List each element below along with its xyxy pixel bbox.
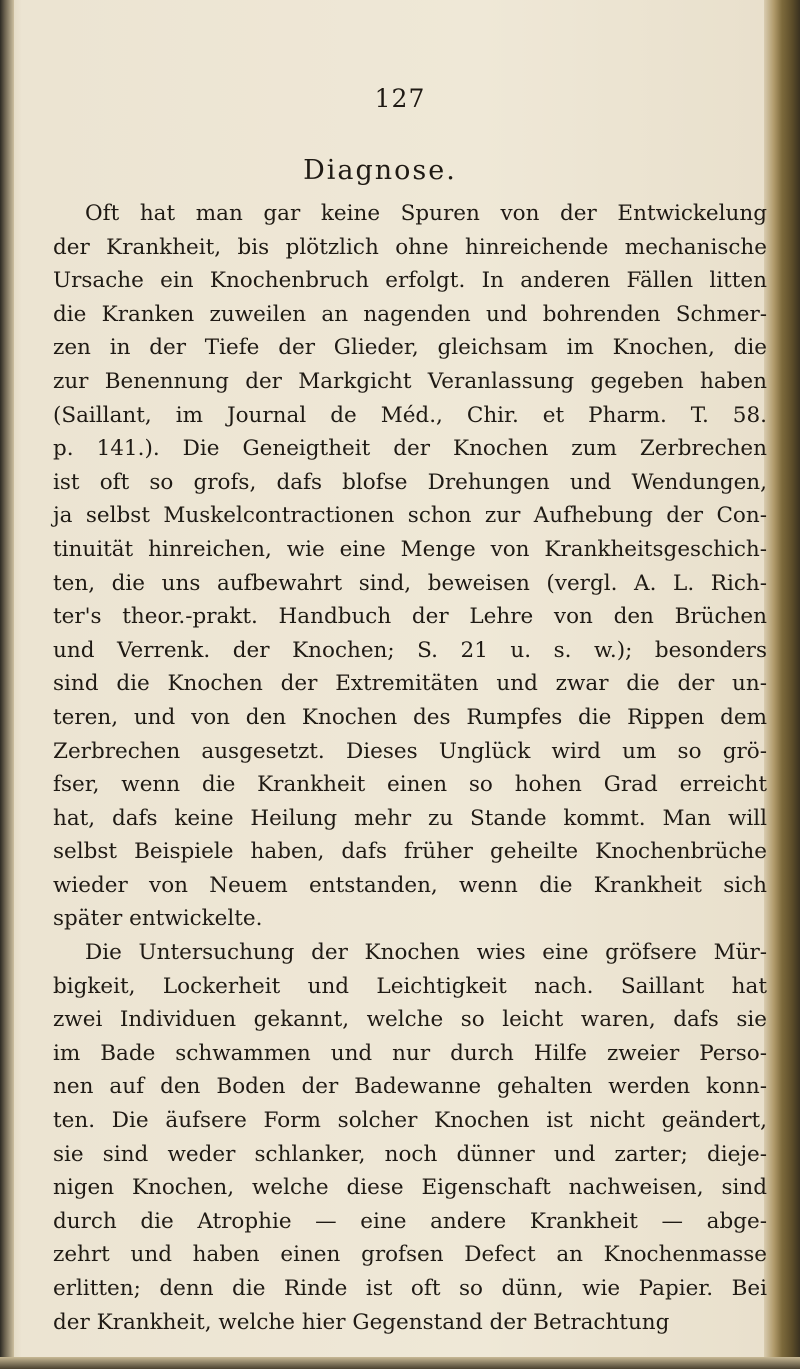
text-line: der Krankheit, bis plötzlich ohne hinreichende mechanische [53, 234, 767, 260]
text-line: ja selbst Muskelcontractionen schon zur Aufhebung der Con- [53, 503, 767, 529]
text-line: nen auf den Boden der Badewanne gehalten werden konn- [53, 1074, 767, 1100]
text-line: bigkeit, Lockerheit und Leichtigkeit nach. Saillant hat [53, 973, 767, 999]
page-bottom-edge [0, 1357, 800, 1369]
binding-edge-left [0, 0, 14, 1369]
text-line: wieder von Neuem entstanden, wenn die Krankheit sich [53, 872, 767, 898]
text-line: ten, die uns aufbewahrt sind, beweisen (vergl. A. L. Rich- [53, 570, 767, 596]
text-line: sie sind weder schlanker, noch dünner und zarter; dieje- [53, 1141, 767, 1167]
text-line: erlitten; denn die Rinde ist oft so dünn, wie Papier. Bei [53, 1276, 767, 1301]
text-line: der Krankheit, welche hier Gegenstand der Betrachtung [53, 1309, 670, 1335]
text-line: Die Untersuchung der Knochen wies eine gröfsere Mür- [85, 940, 767, 966]
text-line: nigen Knochen, welche diese Eigenschaft nachweisen, sind [53, 1175, 767, 1201]
text-line: im Bade schwammen und nur durch Hilfe zweier Perso- [53, 1040, 767, 1066]
text-line: zen in der Tiefe der Glieder, gleichsam im Knochen, die [53, 335, 767, 361]
text-line: die Kranken zuweilen an nagenden und bohrenden Schmer- [53, 301, 767, 327]
text-line: hat, dafs keine Heilung mehr zu Stande kommt. Man will [53, 805, 767, 831]
paragraph-2 [53, 936, 767, 1339]
text-line: tinuität hinreichen, wie eine Menge von Krankheitsgeschich- [53, 536, 767, 562]
text-line: Ursache ein Knochenbruch erfolgt. In anderen Fällen litten [53, 268, 767, 294]
text-line: Zerbrechen ausgesetzt. Dieses Unglück wird um so grö- [53, 738, 767, 764]
text-line: teren, und von den Knochen des Rumpfes die Rippen dem [53, 704, 767, 730]
text-line: zwei Individuen gekannt, welche so leicht waren, dafs sie [53, 1007, 767, 1033]
body-text [53, 197, 767, 1339]
text-line: durch die Atrophie — eine andere Krankheit — abge- [53, 1208, 767, 1234]
text-line: fser, wenn die Krankheit einen so hohen Grad erreicht [53, 772, 767, 798]
text-line: zur Benennung der Markgicht Veranlassung gegeben haben [53, 368, 767, 394]
text-line: ist oft so grofs, dafs blofse Drehungen und Wendungen, [53, 469, 767, 495]
section-heading: Diagnose. [303, 155, 457, 186]
text-line: zehrt und haben einen grofsen Defect an Knochenmasse [53, 1242, 767, 1268]
text-line: und Verrenk. der Knochen; S. 21 u. s. w.); besonders [53, 637, 767, 663]
text-line: ter's theor.-prakt. Handbuch der Lehre von den Brüchen [53, 604, 767, 630]
text-line: später entwickelte. [53, 906, 263, 932]
text-line: p. 141.). Die Geneigtheit der Knochen zum Zerbrechen [53, 436, 767, 462]
text-line: (Saillant, im Journal de Méd., Chir. et Pharm. T. 58. [53, 402, 767, 428]
paragraph-1 [53, 197, 767, 936]
text-line: sind die Knochen der Extremitäten und zwar die der un- [53, 671, 767, 697]
page-number: 127 [374, 84, 426, 113]
text-line: selbst Beispiele haben, dafs früher geheilte Knochenbrüche [53, 839, 767, 865]
text-line: Oft hat man gar keine Spuren von der Entwickelung [85, 201, 767, 226]
text-line: ten. Die äufsere Form solcher Knochen ist nicht geändert, [53, 1108, 767, 1134]
binding-edge-right [764, 0, 800, 1369]
